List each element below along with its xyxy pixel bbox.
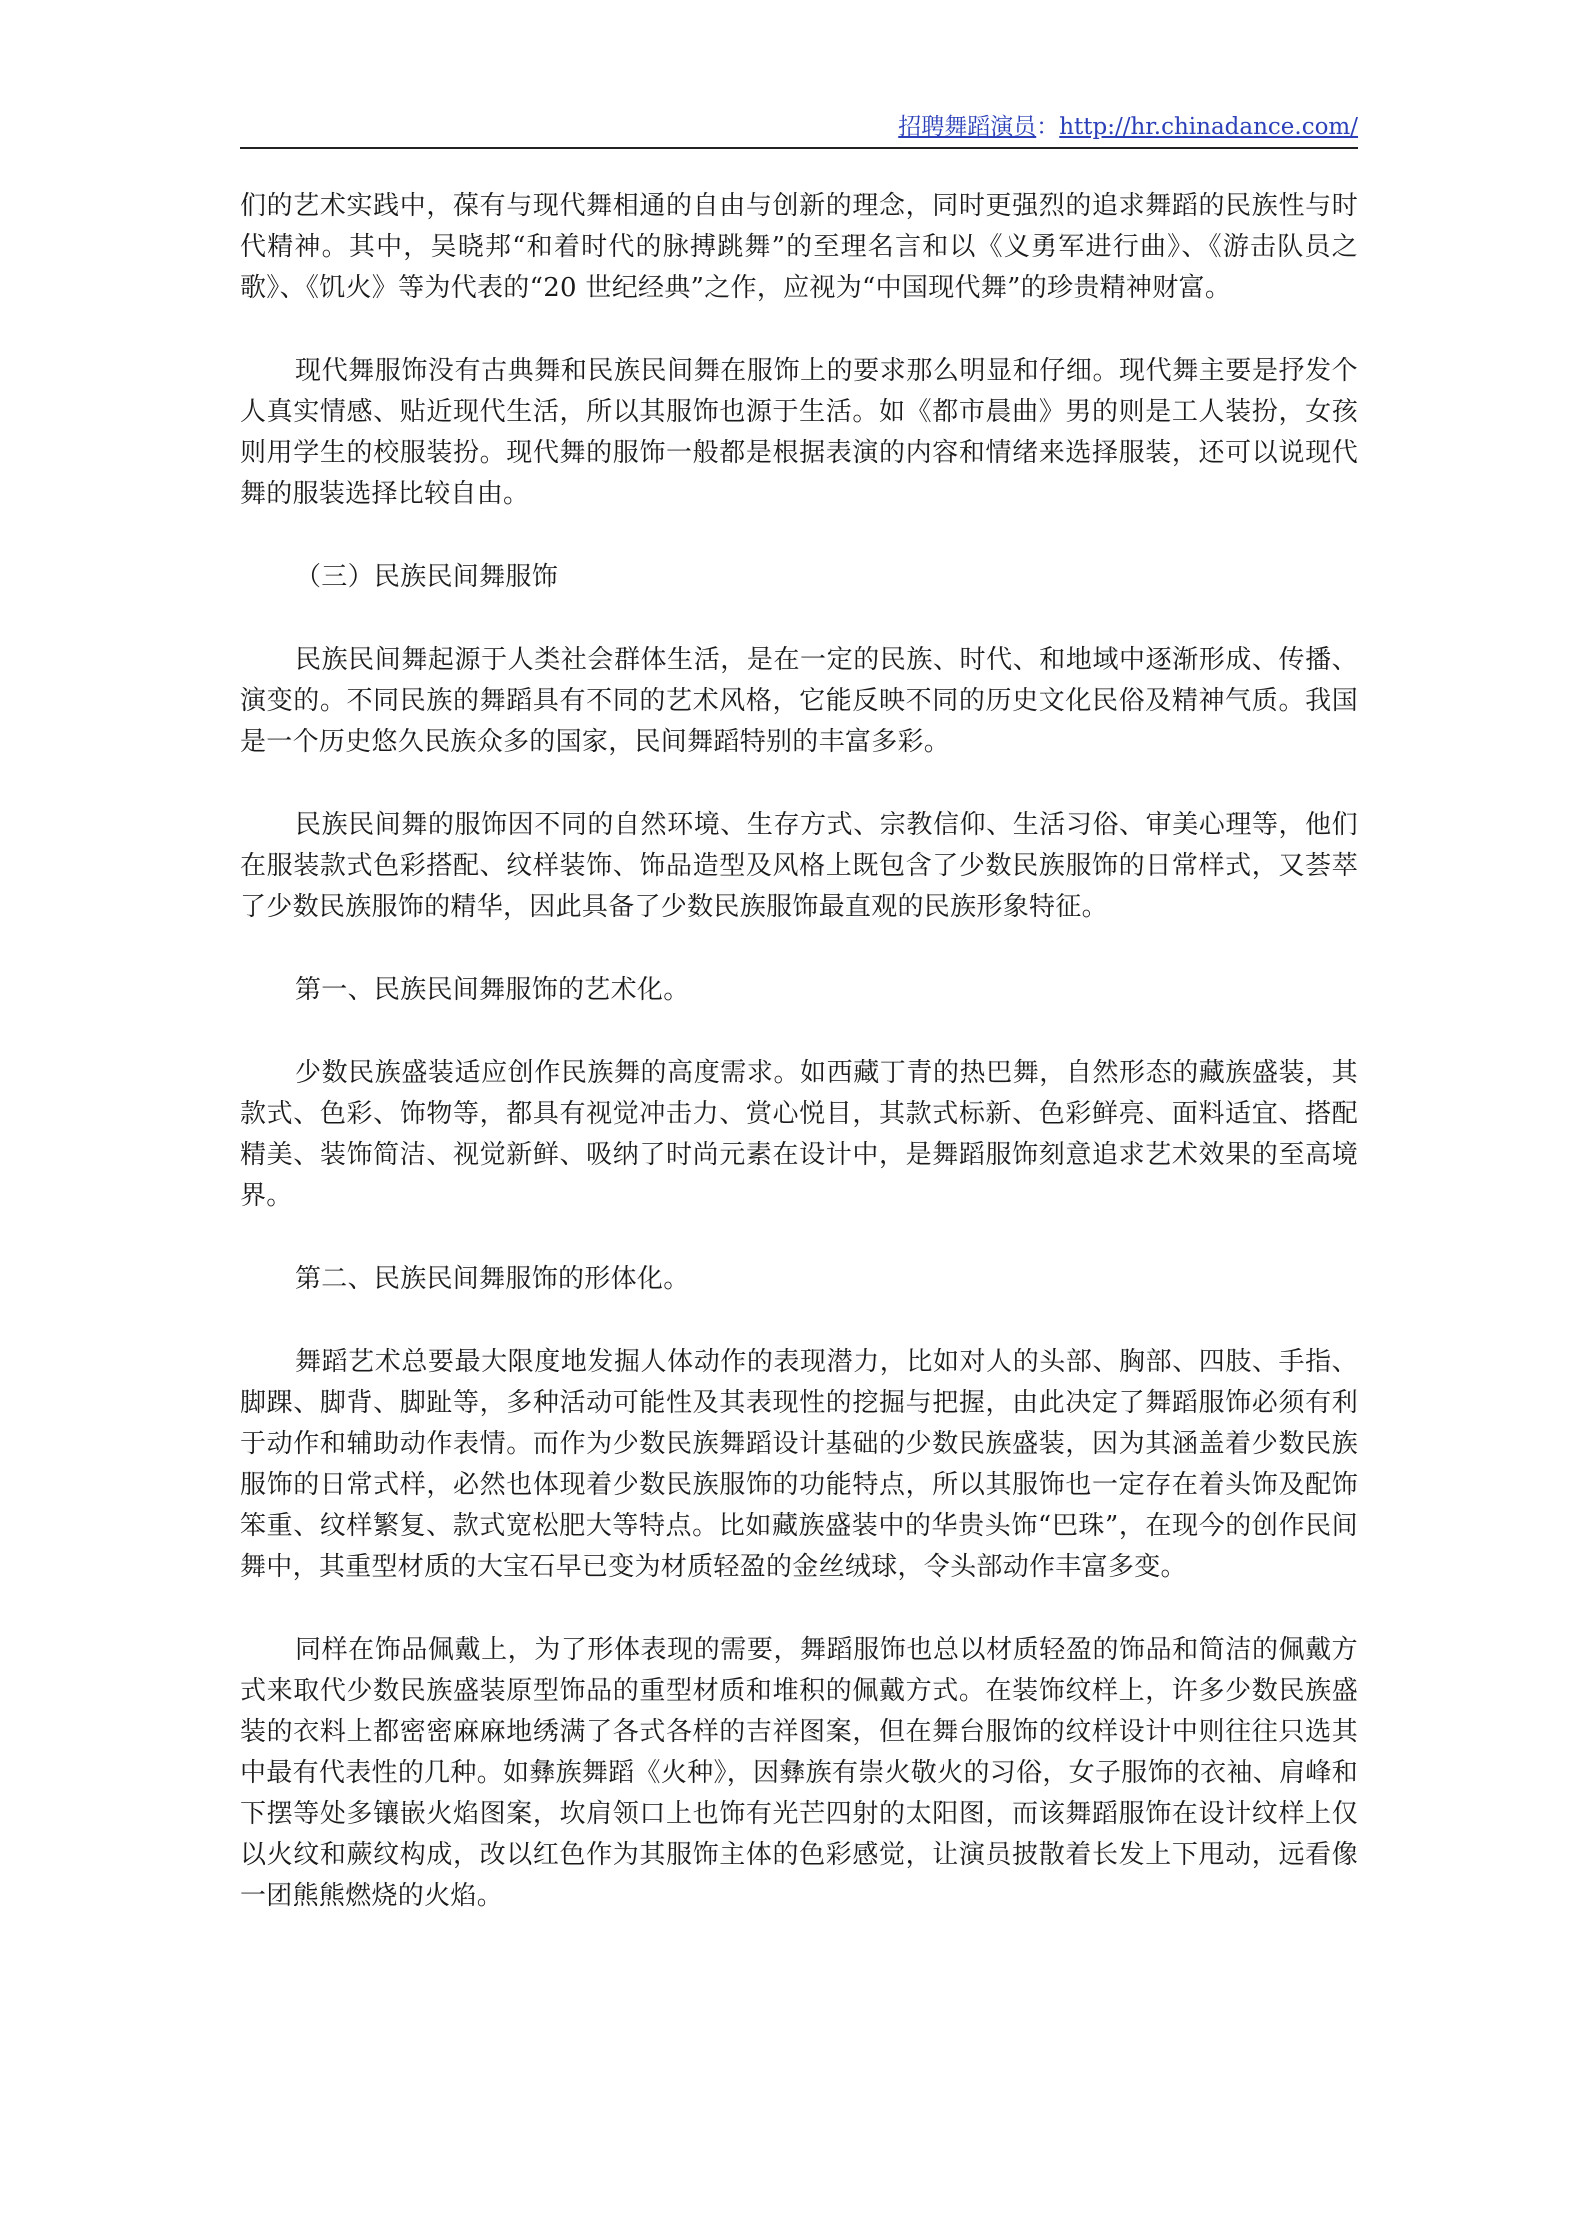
website-link[interactable]: http://hr.chinadance.com/ <box>1059 114 1358 140</box>
page-header <box>240 108 1358 146</box>
paragraph-body-form: 舞蹈艺术总要最大限度地发掘人体动作的表现潜力，比如对人的头部、胸部、四肢、手指、脚踝、脚背、脚趾等，多种活动可能性及其表现性的挖掘与把握，由此决定了舞蹈服饰必须有利于动作和辅助动作表情。而作为少数民族舞蹈设计基础的少数民族盛装，因为其涵盖着少数民族服饰的日常式样，必然也体现着少数民族服饰的功能特点，所以其服饰也一定存在着头饰及配饰笨重、纹样繁复、款式宽松肥大等特点。比如藏族盛装中的华贵头饰“巴珠”，在现今的创作民间舞中，其重型材质的大宝石早已变为材质轻盈的金丝绒球，令头部动作丰富多变。 <box>240 1347 1358 1582</box>
paragraph-artistic: 少数民族盛装适应创作民族舞的高度需求。如西藏丁青的热巴舞，自然形态的藏族盛装，其款式、色彩、饰物等，都具有视觉冲击力、赏心悦目，其款式标新、色彩鲜亮、面料适宜、搭配精美、装饰简洁、视觉新鲜、吸纳了时尚元素在设计中，是舞蹈服饰刻意追求艺术效果的至高境界。 <box>240 1058 1358 1211</box>
paragraph-folk-dance-costume: 民族民间舞的服饰因不同的自然环境、生存方式、宗教信仰、生活习俗、审美心理等，他们在服装款式色彩搭配、纹样装饰、饰品造型及风格上既包含了少数民族服饰的日常样式，又荟萃了少数民族服饰的精华，因此具备了少数民族服饰最直观的民族形象特征。 <box>240 810 1358 922</box>
paragraph-modern-dance-costume: 现代舞服饰没有古典舞和民族民间舞在服饰上的要求那么明显和仔细。现代舞主要是抒发个人真实情感、贴近现代生活，所以其服饰也源于生活。如《都市晨曲》男的则是工人装扮，女孩则用学生的校服装扮。现代舞的服饰一般都是根据表演的内容和情绪来选择服装，还可以说现代舞的服装选择比较自由。 <box>240 356 1358 509</box>
subheading-artistic: 第一、民族民间舞服饰的艺术化。 <box>295 975 690 1005</box>
paragraph-folk-dance-origin: 民族民间舞起源于人类社会群体生活，是在一定的民族、时代、和地域中逐渐形成、传播、演变的。不同民族的舞蹈具有不同的艺术风格，它能反映不同的历史文化民俗及精神气质。我国是一个历史悠久民族众多的国家，民间舞蹈特别的丰富多彩。 <box>240 645 1358 757</box>
paragraph-continuation: 们的艺术实践中，葆有与现代舞相通的自由与创新的理念，同时更强烈的追求舞蹈的民族性与时代精神。其中，吴晓邦“和着时代的脉搏跳舞”的至理名言和以《义勇军进行曲》、《游击队员之歌》、《饥火》等为代表的“20 世纪经典”之作，应视为“中国现代舞”的珍贵精神财富。 <box>240 191 1358 303</box>
document-body <box>240 186 1358 1959</box>
paragraph-ornaments: 同样在饰品佩戴上，为了形体表现的需要，舞蹈服饰也总以材质轻盈的饰品和简洁的佩戴方式来取代少数民族盛装原型饰品的重型材质和堆积的佩戴方式。在装饰纹样上，许多少数民族盛装的衣料上都密密麻麻地绣满了各式各样的吉祥图案，但在舞台服饰的纹样设计中则往往只选其中最有代表性的几种。如彝族舞蹈《火种》，因彝族有崇火敬火的习俗，女子服饰的衣袖、肩峰和下摆等处多镶嵌火焰图案，坎肩领口上也饰有光芒四射的太阳图，而该舞蹈服饰在设计纹样上仅以火纹和蕨纹构成，改以红色作为其服饰主体的色彩感觉，让演员披散着长发上下甩动，远看像一团熊熊燃烧的火焰。 <box>240 1635 1358 1911</box>
header-divider <box>240 147 1358 149</box>
section-heading-folk-dance-costume: （三）民族民间舞服饰 <box>295 562 559 592</box>
header-separator: ： <box>1036 114 1060 140</box>
subheading-body-form: 第二、民族民间舞服饰的形体化。 <box>295 1264 690 1294</box>
recruit-link-label[interactable]: 招聘舞蹈演员 <box>898 114 1037 140</box>
